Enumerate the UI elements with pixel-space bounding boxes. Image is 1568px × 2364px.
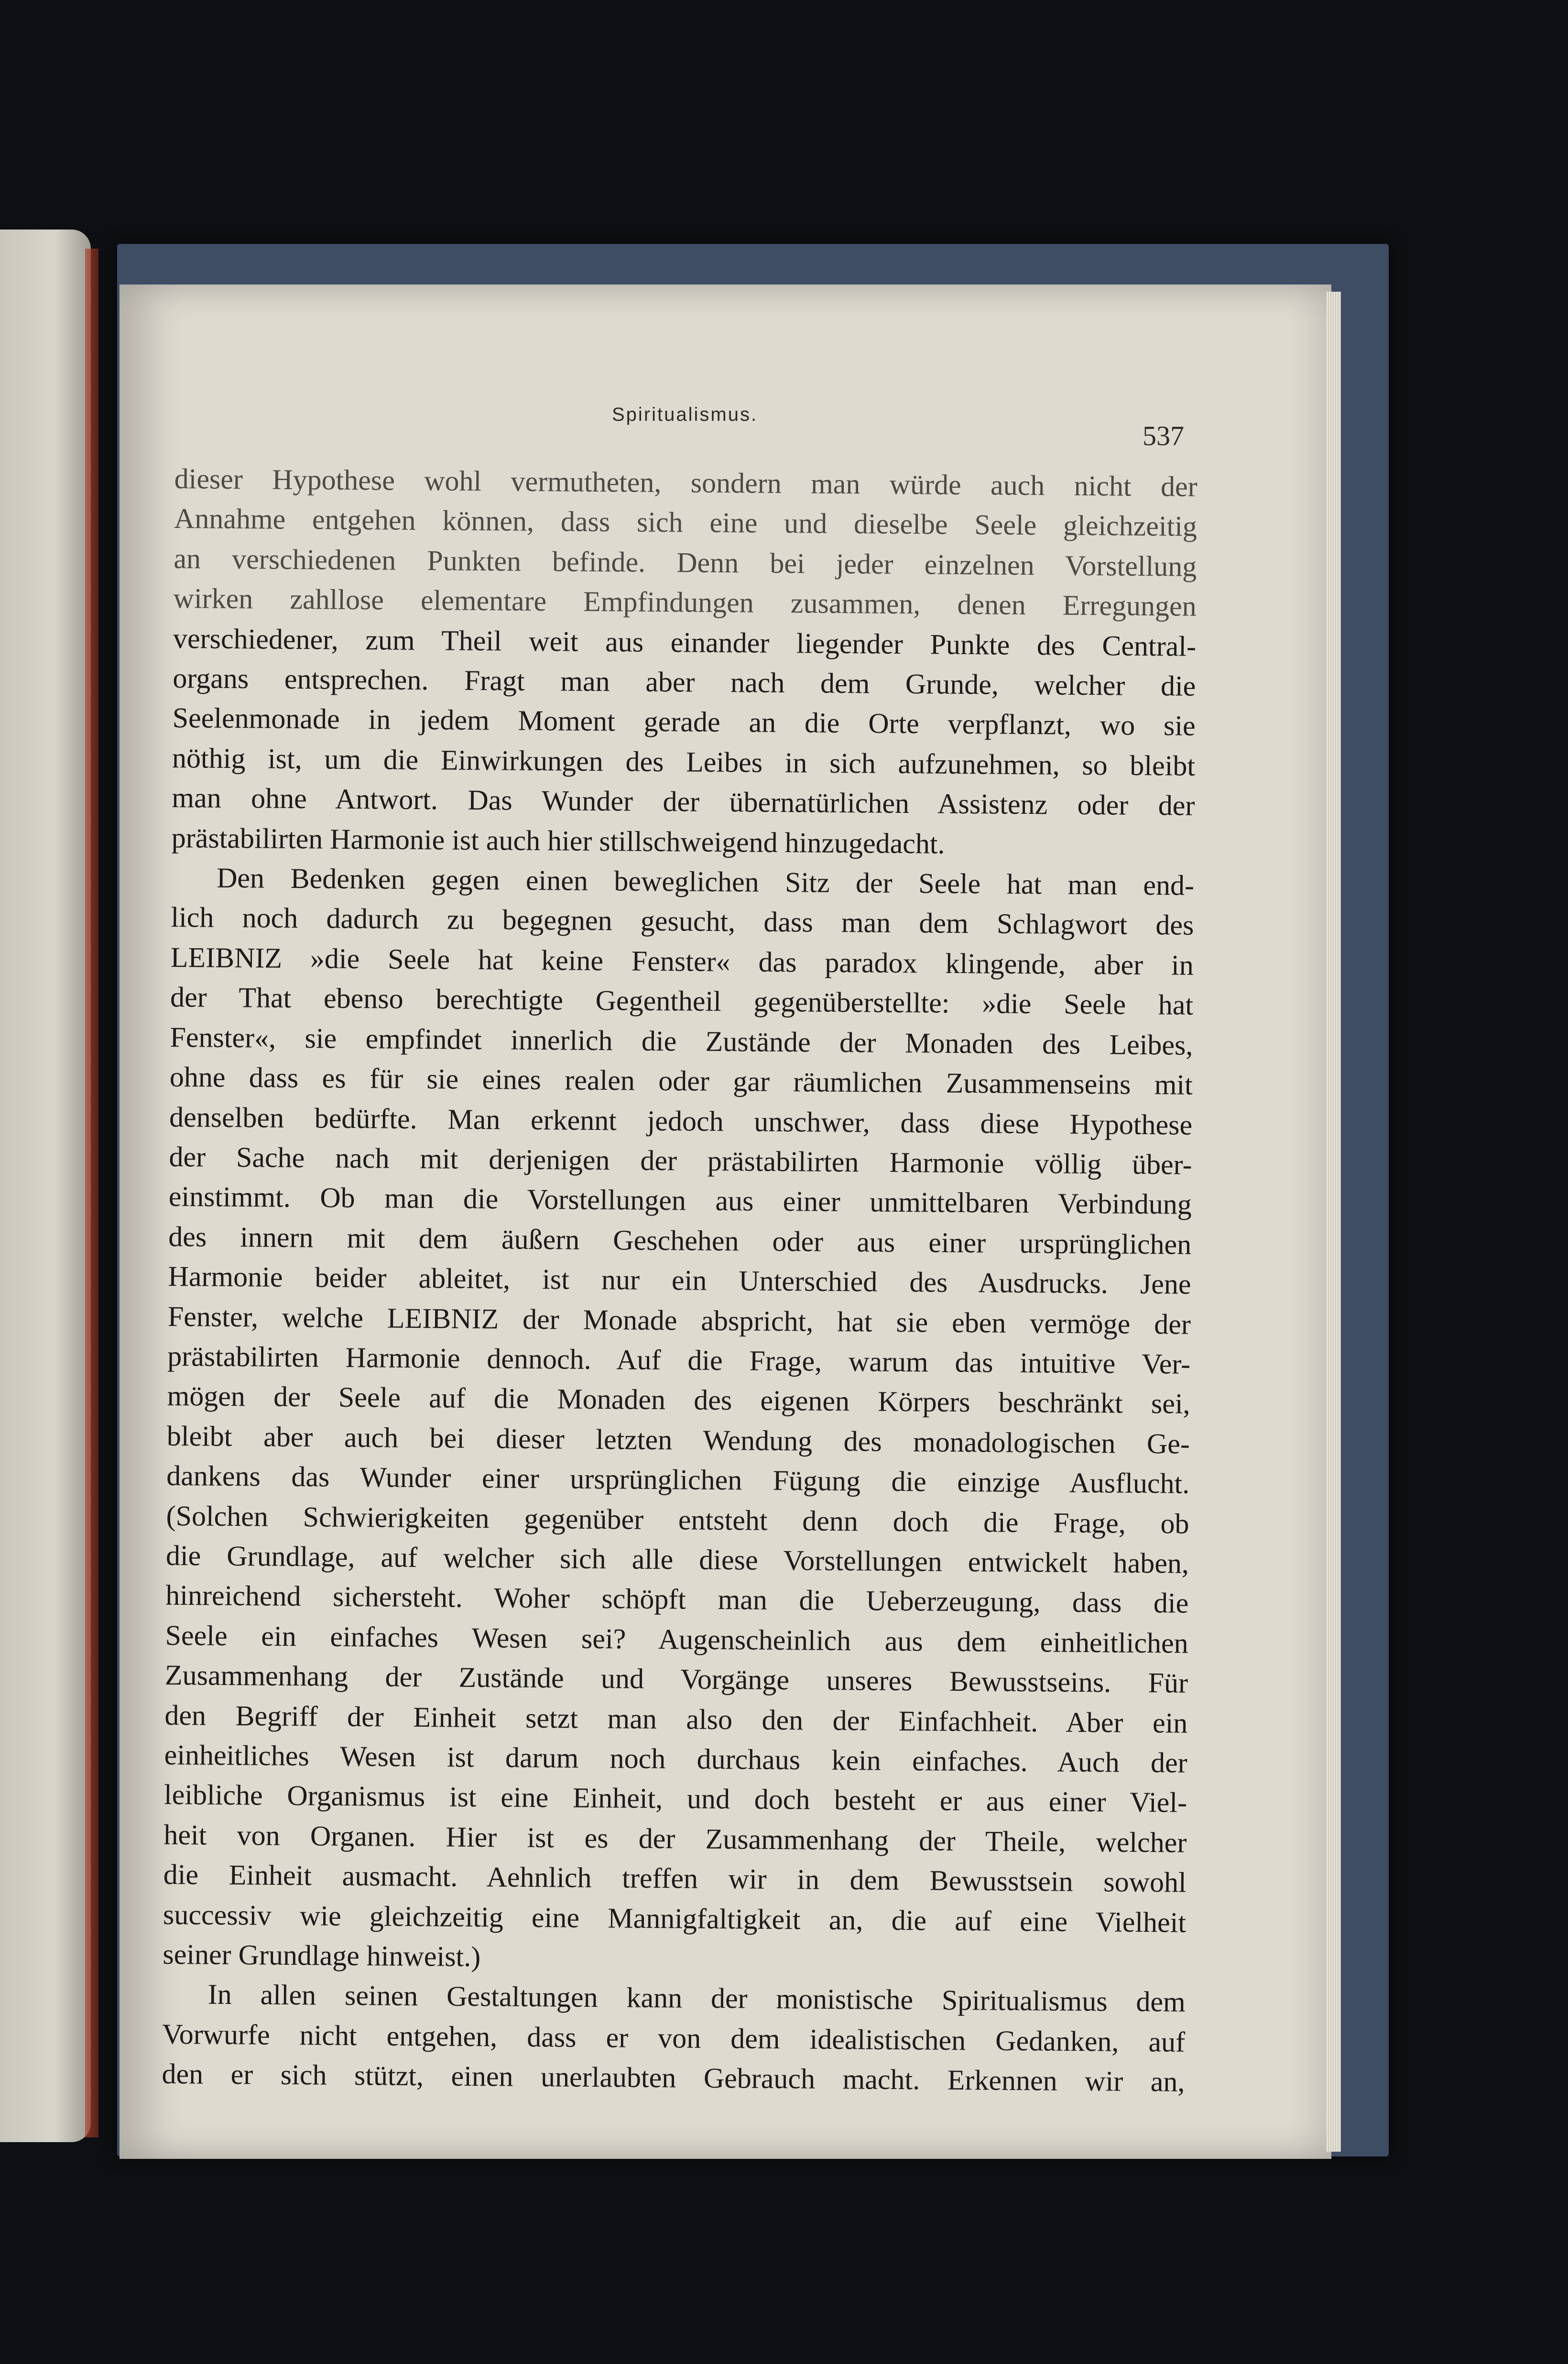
text-line: einheitliches Wesen ist darum noch durchaus kein einfaches. Auch der [164,1739,1187,1779]
text-line: successiv wie gleichzeitig eine Mannigfaltigkeit an, die auf eine Vielheit [163,1898,1187,1938]
text-line: leibliche Organismus ist eine Einheit, und doch besteht er aus einer Viel- [163,1779,1187,1819]
text-line: (Solchen Schwierigkeiten gegenüber entsteht denn doch die Frage, ob [166,1499,1189,1540]
text-line: mögen der Seele auf die Monaden des eigenen Körpers beschränkt sei, [167,1380,1190,1420]
text-line: des innern mit dem äußern Geschehen oder aus einer ursprünglichen [168,1220,1192,1260]
text-line: seiner Grundlage hinweist.) [163,1938,481,1973]
text-line: Den Bedenken gegen einen beweglichen Sitz der Seele hat man end- [216,862,1195,901]
text-line: Seele ein einfaches Wesen sei? Augenscheinlich aus dem einheitlichen [165,1619,1188,1659]
text-line: heit von Organen. Hier ist es der Zusammenhang der Theile, welcher [163,1818,1187,1859]
page-stack-edge [1327,292,1341,2152]
text-line: Annahme entgehen können, dass sich eine und dieselbe Seele gleichzeitig [174,503,1198,543]
left-page-red-edge [85,249,98,2137]
text-line: den Begriff der Einheit setzt man also den der Einfachheit. Aber ein [164,1699,1188,1739]
text-line: ohne dass es für sie eines realen oder gar räumlichen Zusammenseins mit [169,1061,1193,1101]
text-line: In allen seinen Gestaltungen kann der monistische Spiritualismus dem [207,1979,1186,2018]
text-line: Zusammenhang der Zustände und Vorgänge unseres Bewusstseins. Für [164,1659,1188,1699]
text-line: organs entsprechen. Fragt man aber nach dem Grunde, welcher die [173,662,1196,702]
text-line: Fenster, welche LEIBNIZ der Monade abspricht, hat sie eben vermöge der [167,1300,1191,1340]
text-line: die Grundlage, auf welcher sich alle diese Vorstellungen entwickelt haben, [165,1539,1189,1579]
text-line: Fenster«, sie empfindet innerlich die Zustände der Monaden des Leibes, [170,1021,1193,1061]
text-line: prästabilirten Harmonie ist auch hier stillschweigend hinzugedacht. [171,821,945,860]
text-line: prästabilirten Harmonie dennoch. Auf die Frage, warum das intuitive Ver- [167,1340,1191,1380]
text-line: der That ebenso berechtigte Gegentheil gegenüberstellte: »die Seele hat [170,981,1194,1021]
text-line: Harmonie beider ableitet, ist nur ein Unterschied des Ausdrucks. Jene [168,1260,1191,1300]
text-line: die Einheit ausmacht. Aehnlich treffen wir in dem Bewusstsein sowohl [163,1859,1187,1898]
text-line: dieser Hypothese wohl vermutheten, sondern man würde auch nicht der [174,462,1198,503]
text-line: Vorwurfe nicht entgehen, dass er von dem idealistischen Gedanken, auf [162,2018,1186,2058]
text-line: man ohne Antwort. Das Wunder der übernatürlichen Assistenz oder der [172,782,1195,822]
running-title: Spiritualismus. [612,404,758,425]
text-line: lich noch dadurch zu begegnen gesucht, dass man dem Schlagwort des [171,901,1194,941]
text-line: einstimmt. Ob man die Vorstellungen aus einer unmittelbaren Verbindung [168,1181,1192,1221]
text-line: Seelenmonade in jedem Moment gerade an die Orte verpflanzt, wo sie [172,702,1196,742]
text-line: bleibt aber auch bei dieser letzten Wendung des monadologischen Ge- [166,1420,1190,1460]
text-line: dankens das Wunder einer ursprünglichen Fügung die einzige Ausflucht. [166,1460,1190,1499]
text-line: hinreichend sichersteht. Woher schöpft man die Ueberzeugung, dass die [165,1579,1189,1620]
text-line: denselben bedürfte. Man erkennt jedoch unschwer, dass diese Hypothese [169,1101,1193,1141]
left-page-edge [0,230,91,2142]
text-line: der Sache nach mit derjenigen der prästabilirten Harmonie völlig über- [169,1140,1192,1181]
text-line: nöthig ist, um die Einwirkungen des Leibes in sich aufzunehmen, so bleibt [172,742,1196,782]
text-line: verschiedener, zum Theil weit aus einander liegender Punkte des Central- [173,622,1197,662]
text-line: den er sich stützt, einen unerlaubten Gebrauch macht. Erkennen wir an, [162,2058,1185,2098]
text-line: wirken zahllose elementare Empfindungen zusammen, denen Erregungen [173,582,1197,623]
text-line: LEIBNIZ »die Seele hat keine Fenster« das paradox klingende, aber in [170,941,1194,981]
body-text [162,459,1198,2102]
page-number: 537 [1143,420,1184,451]
text-line: an verschiedenen Punkten befinde. Denn bei jeder einzelnen Vorstellung [174,542,1197,582]
